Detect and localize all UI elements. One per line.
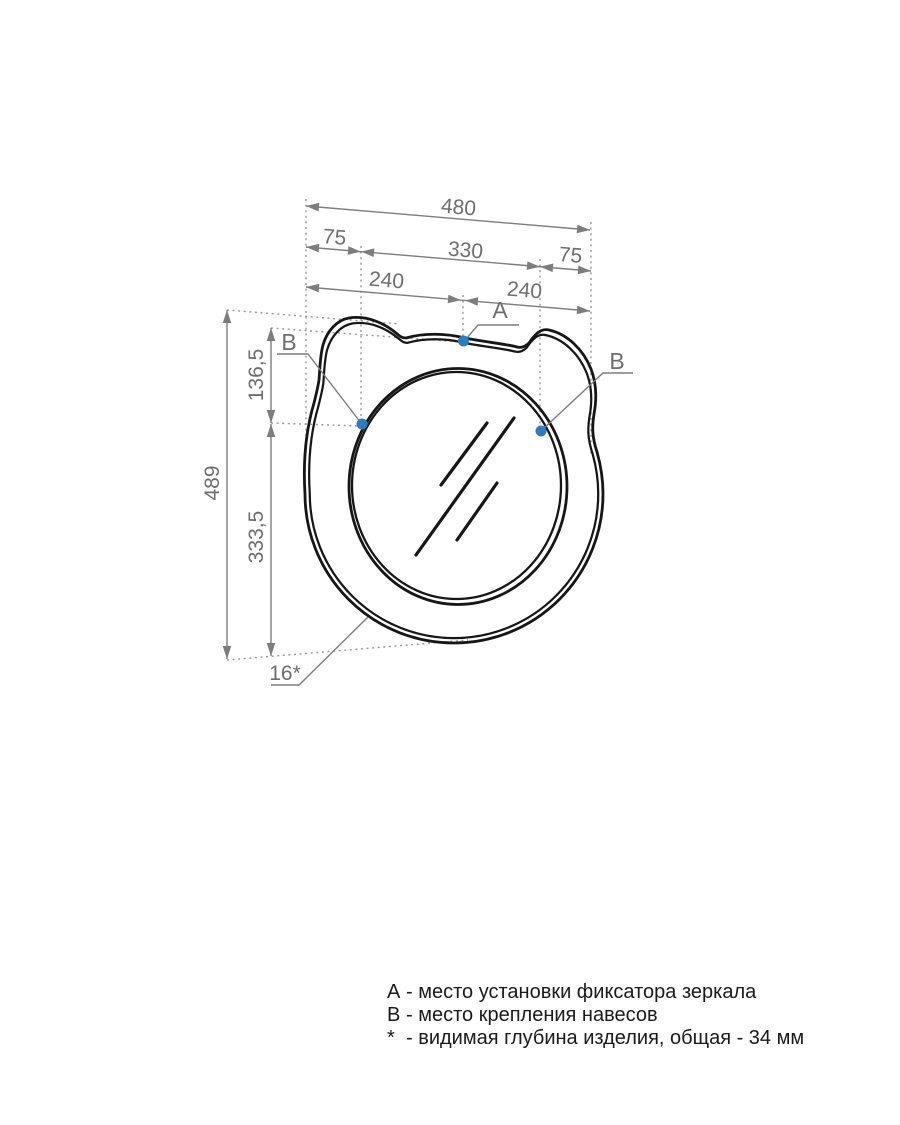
dimension-value-489: 489 bbox=[201, 465, 224, 501]
legend-symbol-asterisk: * bbox=[387, 1027, 395, 1049]
legend-symbol-a: А bbox=[387, 981, 401, 1003]
dimension-row-margins bbox=[306, 225, 592, 275]
marker-callouts bbox=[269, 297, 633, 685]
dimension-arrow bbox=[306, 243, 320, 253]
mount-point-b-left-dot bbox=[357, 419, 368, 430]
dimension-arrow bbox=[527, 261, 541, 271]
dimension-value-480: 480 bbox=[440, 194, 477, 221]
glass-reflection-line bbox=[416, 418, 514, 555]
legend-text-a: - место установки фиксатора зеркала bbox=[406, 981, 757, 1003]
dimension-arrow bbox=[267, 643, 276, 656]
dimension-arrow bbox=[540, 262, 554, 272]
legend-item-asterisk bbox=[387, 1027, 804, 1050]
mirror-glass-inner-edge bbox=[352, 372, 561, 599]
mount-points bbox=[357, 336, 547, 437]
dimension-value-depth: 16* bbox=[269, 662, 301, 685]
legend-symbol-b: В bbox=[387, 1004, 401, 1026]
dimension-row-halves bbox=[306, 268, 591, 316]
dimension-row-total-width bbox=[306, 195, 591, 235]
mirror-glass-outer-edge bbox=[349, 369, 567, 605]
dimension-arrow bbox=[465, 296, 479, 306]
extension-line-top bbox=[227, 310, 400, 324]
glass-reflection-line bbox=[441, 423, 487, 485]
dimension-column-total-height bbox=[201, 310, 231, 659]
dimension-arrow bbox=[577, 306, 591, 316]
dimension-arrow bbox=[223, 646, 232, 659]
dimension-arrow bbox=[223, 310, 232, 323]
marker-label-b-right: B bbox=[609, 348, 625, 374]
mount-point-a-dot bbox=[458, 336, 469, 347]
dimension-line bbox=[306, 287, 590, 311]
dimension-value-75-left: 75 bbox=[321, 225, 348, 250]
leader-line-a bbox=[466, 325, 519, 339]
dimension-value-240-left: 240 bbox=[368, 267, 405, 294]
dimension-value-333-5: 333,5 bbox=[245, 510, 268, 564]
legend-text-b: - место крепления навесов bbox=[406, 1004, 658, 1026]
marker-label-a: A bbox=[492, 297, 508, 323]
dimension-arrow bbox=[306, 202, 320, 212]
dimension-value-136-5: 136,5 bbox=[245, 348, 268, 402]
legend-item-a bbox=[387, 981, 804, 1004]
dimension-arrow bbox=[267, 410, 276, 423]
mirror-outline bbox=[304, 317, 603, 643]
dimension-column-top-section bbox=[245, 328, 275, 423]
dimension-arrow bbox=[577, 225, 591, 235]
dimension-arrow bbox=[267, 328, 276, 341]
extension-line-bottom bbox=[227, 640, 468, 660]
dimension-arrow bbox=[361, 247, 375, 257]
dimension-value-330: 330 bbox=[447, 237, 484, 264]
dimension-value-240-right: 240 bbox=[506, 277, 543, 304]
dimension-value-75-right: 75 bbox=[557, 243, 584, 268]
dimension-arrow bbox=[348, 246, 362, 256]
marker-label-b-left: B bbox=[281, 329, 297, 355]
dimension-arrow bbox=[448, 295, 462, 305]
dimension-column-bottom-section bbox=[245, 424, 275, 656]
leader-line-b-right bbox=[542, 373, 633, 430]
legend-text-asterisk: - видимая глубина изделия, общая - 34 мм bbox=[406, 1027, 805, 1049]
dimension-arrow bbox=[306, 283, 320, 293]
dimension-arrow bbox=[267, 424, 276, 437]
mount-point-b-right-dot bbox=[536, 426, 547, 437]
legend-item-b bbox=[387, 1004, 804, 1027]
legend bbox=[387, 981, 804, 1050]
